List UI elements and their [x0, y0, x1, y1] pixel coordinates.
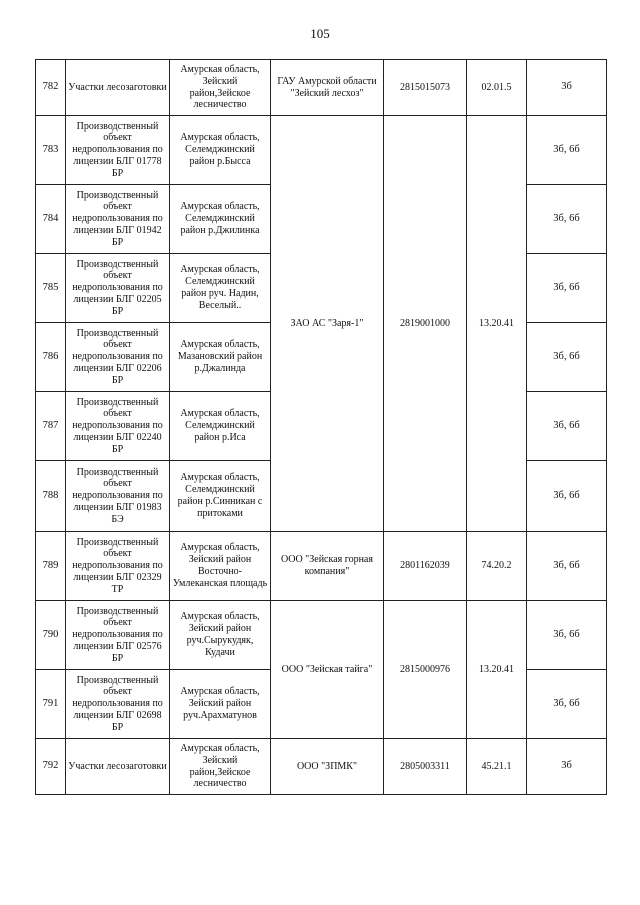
object-location: Амурская область, Зейский район Восточно-Умлеканская площадь: [170, 532, 271, 601]
organization-name: ЗАО АС "Заря-1": [271, 116, 384, 532]
object-name: Производственный объект недропользования по лицензии БЛГ 02329 ТР: [66, 532, 170, 601]
object-name: Производственный объект недропользования по лицензии БЛГ 01778 БР: [66, 116, 170, 185]
okved-value: 02.01.5: [467, 60, 527, 116]
category-code: 3б, 6б: [527, 532, 607, 601]
inn-value: 2819001000: [384, 116, 467, 532]
object-location: Амурская область, Селемджинский район р.Бысса: [170, 116, 271, 185]
object-name: Производственный объект недропользования по лицензии БЛГ 01942 БР: [66, 185, 170, 254]
table-row: [36, 739, 607, 795]
category-code: 3б, 6б: [527, 185, 607, 254]
row-number: 791: [36, 670, 66, 739]
category-code: 3б, 6б: [527, 254, 607, 323]
object-location: Амурская область, Зейский район,Зейское лесничество: [170, 739, 271, 795]
object-name: Производственный объект недропользования по лицензии БЛГ 02698 БР: [66, 670, 170, 739]
okved-value: 13.20.41: [467, 601, 527, 739]
object-name: Участки лесозаготовки: [66, 60, 170, 116]
organization-name: ООО "ЗПМК": [271, 739, 384, 795]
object-location: Амурская область, Зейский район,Зейское лесничество: [170, 60, 271, 116]
category-code: 3б, 6б: [527, 323, 607, 392]
object-location: Амурская область, Селемджинский район руч. Надин, Веселый..: [170, 254, 271, 323]
object-location: Амурская область, Селемджинский район р.Джилинка: [170, 185, 271, 254]
object-name: Производственный объект недропользования по лицензии БЛГ 02206 БР: [66, 323, 170, 392]
organization-name: ГАУ Амурской области "Зейский лесхоз": [271, 60, 384, 116]
object-name: Участки лесозаготовки: [66, 739, 170, 795]
table-row: [36, 60, 607, 116]
table-row: [36, 601, 607, 670]
category-code: 3б: [527, 739, 607, 795]
object-location: Амурская область, Зейский район руч.Арахматунов: [170, 670, 271, 739]
object-name: Производственный объект недропользования по лицензии БЛГ 02576 БР: [66, 601, 170, 670]
row-number: 784: [36, 185, 66, 254]
object-location: Амурская область, Зейский район руч.Сырукудяк, Кудачи: [170, 601, 271, 670]
row-number: 790: [36, 601, 66, 670]
row-number: 788: [36, 461, 66, 532]
page-number: 105: [310, 26, 330, 41]
organization-name: ООО "Зейская горная компания": [271, 532, 384, 601]
object-name: Производственный объект недропользования по лицензии БЛГ 02205 БР: [66, 254, 170, 323]
category-code: 3б, 6б: [527, 601, 607, 670]
object-name: Производственный объект недропользования по лицензии БЛГ 01983 БЭ: [66, 461, 170, 532]
category-code: 3б, 6б: [527, 670, 607, 739]
row-number: 789: [36, 532, 66, 601]
row-number: 782: [36, 60, 66, 116]
okved-value: 13.20.41: [467, 116, 527, 532]
inn-value: 2801162039: [384, 532, 467, 601]
object-location: Амурская область, Мазановский район р.Джалинда: [170, 323, 271, 392]
inn-value: 2815015073: [384, 60, 467, 116]
okved-value: 74.20.2: [467, 532, 527, 601]
row-number: 783: [36, 116, 66, 185]
category-code: 3б, 6б: [527, 461, 607, 532]
table-row: [36, 532, 607, 601]
inn-value: 2805003311: [384, 739, 467, 795]
row-number: 785: [36, 254, 66, 323]
organization-name: ООО "Зейская тайга": [271, 601, 384, 739]
registry-table: [35, 59, 607, 795]
row-number: 792: [36, 739, 66, 795]
row-number: 786: [36, 323, 66, 392]
okved-value: 45.21.1: [467, 739, 527, 795]
object-name: Производственный объект недропользования по лицензии БЛГ 02240 БР: [66, 392, 170, 461]
category-code: 3б, 6б: [527, 116, 607, 185]
object-location: Амурская область, Селемджинский район р.Иса: [170, 392, 271, 461]
category-code: 3б, 6б: [527, 392, 607, 461]
table-row: [36, 116, 607, 185]
inn-value: 2815000976: [384, 601, 467, 739]
category-code: 3б: [527, 60, 607, 116]
object-location: Амурская область, Селемджинский район р.Синникан с притоками: [170, 461, 271, 532]
row-number: 787: [36, 392, 66, 461]
